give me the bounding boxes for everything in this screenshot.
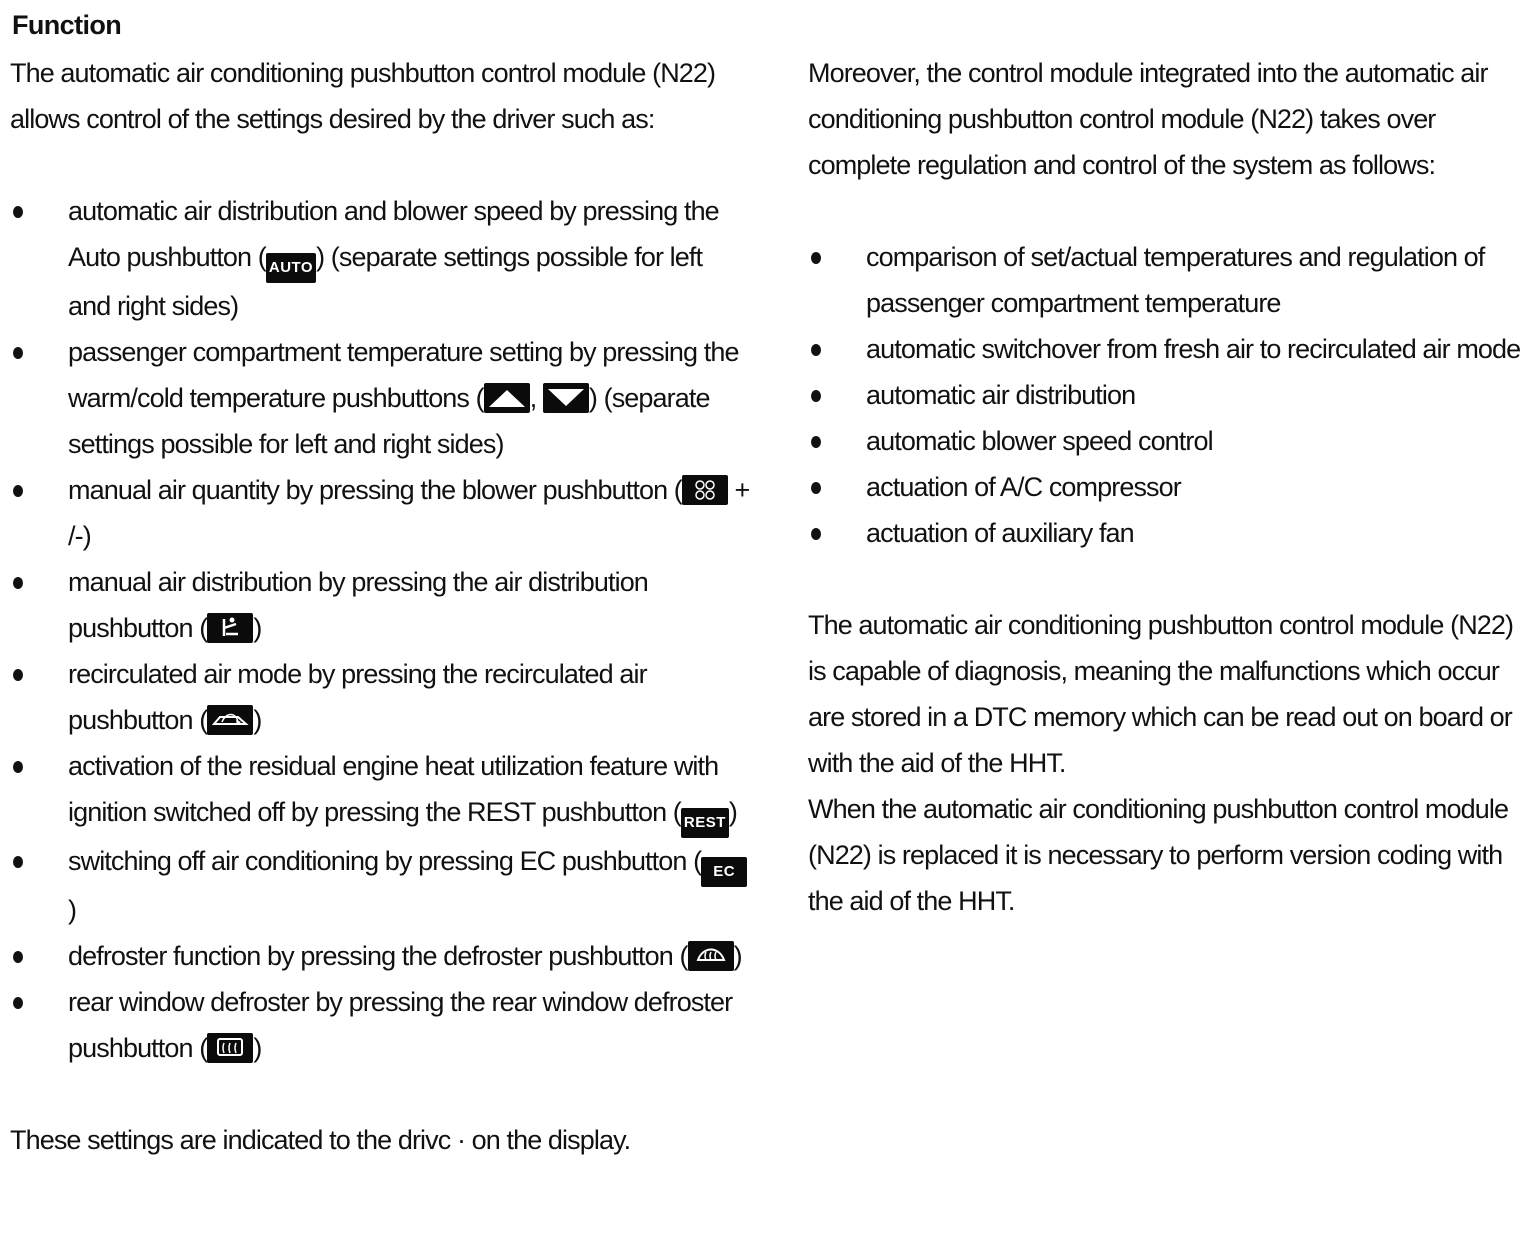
driver-settings-list (10, 188, 750, 1071)
blower-fan-icon (682, 475, 728, 505)
diagnosis-paragraph: The automatic air conditioning pushbutton control module (N22) is capable of diagnosis, meaning the malfunctions which occur are stored in a DTC memory which can be read out on board or with the aid of the HHT. (808, 610, 1514, 778)
temperature-up-icon (484, 383, 530, 413)
version-coding-paragraph: When the automatic air conditioning pushbutton control module (N22) is replaced it is necessary to perform version coding with the aid of the HHT. (808, 794, 1509, 916)
intro-line-2: allows control of the settings desired by the driver such as: (10, 104, 655, 134)
rest-button-icon: REST (681, 808, 729, 838)
intro-line-1: The automatic air conditioning pushbutton control module (N22) (10, 58, 716, 88)
auto-button-icon: AUTO (266, 253, 316, 283)
control-module-intro: Moreover, the control module integrated into the automatic air conditioning pushbutton control module (N22) takes over complete regulation and control of the system as follows: (808, 58, 1488, 180)
list-item: activation of the residual engine heat utilization feature with ignition switched off by pressing the REST pushbutton ( REST ) (10, 743, 750, 838)
footer-note: These settings are indicated to the drivc · on the display. (10, 1125, 631, 1155)
list-item: automatic switchover from fresh air to recirculated air mode (808, 326, 1528, 372)
right-column (808, 50, 1528, 924)
list-item: rear window defroster by pressing the rear window defroster pushbutton ( ) (10, 979, 750, 1071)
regulation-functions-list (808, 234, 1528, 556)
left-column (10, 50, 750, 1163)
air-distribution-icon (207, 613, 253, 643)
list-item: recirculated air mode by pressing the recirculated air pushbutton ( ) (10, 651, 750, 743)
recirculated-air-icon (207, 705, 253, 735)
ec-button-icon: EC (701, 857, 747, 887)
list-item: manual air quantity by pressing the blower pushbutton ( + /-) (10, 467, 750, 559)
list-item: switching off air conditioning by pressing EC pushbutton ( EC) (10, 838, 750, 933)
list-item: comparison of set/actual temperatures and regulation of passenger compartment temperature (808, 234, 1528, 326)
list-item: actuation of auxiliary fan (808, 510, 1528, 556)
list-item: automatic blower speed control (808, 418, 1528, 464)
list-item: defroster function by pressing the defroster pushbutton ( ) (10, 933, 750, 979)
list-item: automatic air distribution (808, 372, 1528, 418)
temperature-down-icon (543, 383, 589, 413)
list-item: automatic air distribution and blower speed by pressing the Auto pushbutton ( AUTO ) (separate settings possible for left and right sides) (10, 188, 750, 329)
rear-window-defroster-icon (207, 1033, 253, 1063)
windshield-defroster-icon (688, 941, 734, 971)
list-item: actuation of A/C compressor (808, 464, 1528, 510)
list-item: passenger compartment temperature setting by pressing the warm/cold temperature pushbuttons ( , ) (separate settings possible for left and right sides) (10, 329, 750, 467)
list-item: manual air distribution by pressing the air distribution pushbutton ( ) (10, 559, 750, 651)
section-heading: Function (12, 10, 122, 40)
